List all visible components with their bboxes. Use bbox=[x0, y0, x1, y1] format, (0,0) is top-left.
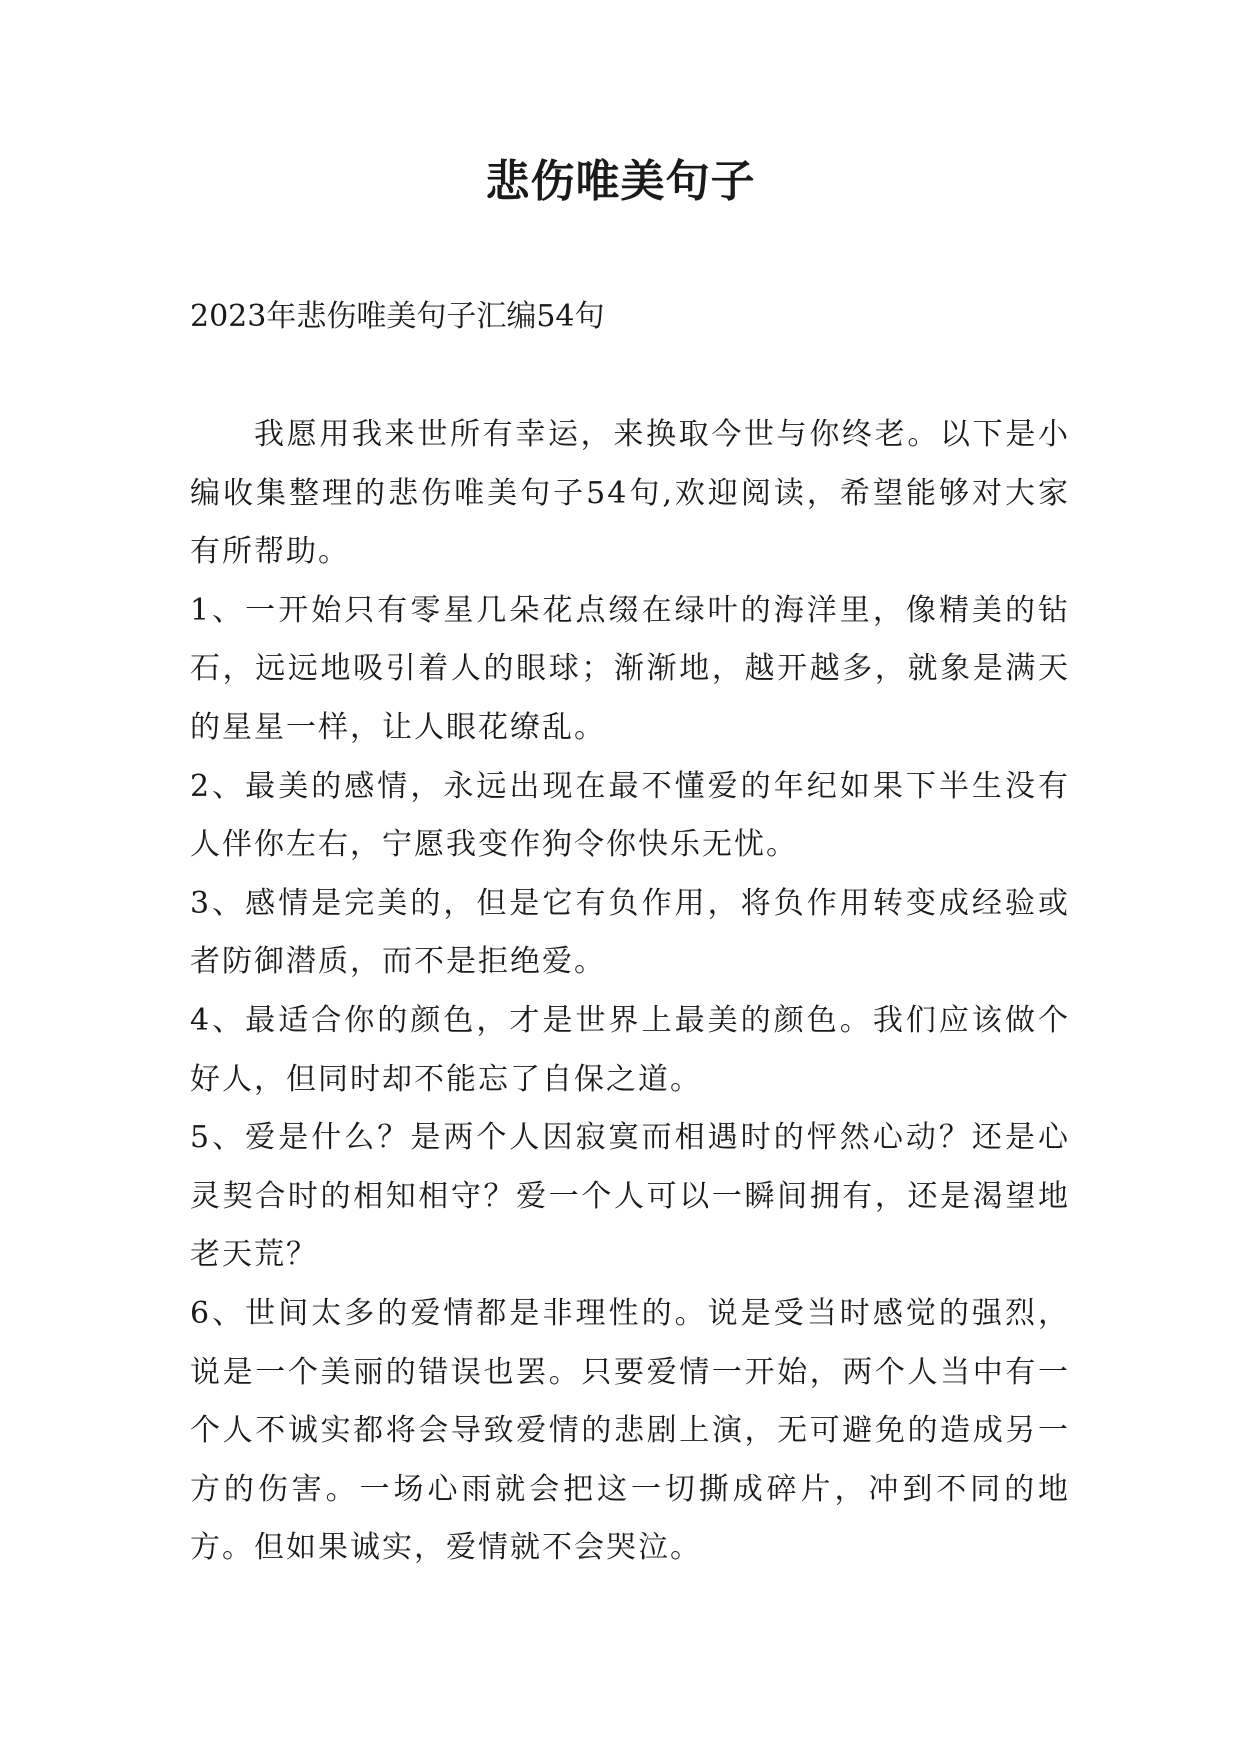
list-item: 3、感情是完美的，但是它有负作用，将负作用转变成经验或者防御潜质，而不是拒绝爱。 bbox=[190, 885, 1070, 980]
list-item: 5、爱是什么？是两个人因寂寞而相遇时的怦然心动？还是心灵契合时的相知相守？爱一个人可以一瞬间拥有，还是渴望地老天荒？ bbox=[190, 1120, 1070, 1273]
document-body bbox=[190, 406, 1070, 1578]
document-title: 悲伤唯美句子 bbox=[485, 156, 756, 207]
list-item: 1、一开始只有零星几朵花点缀在绿叶的海洋里，像精美的钻石，远远地吸引着人的眼球；渐渐地，越开越多，就象是满天的星星一样，让人眼花缭乱。 bbox=[190, 592, 1070, 745]
list-item: 2、最美的感情，永远出现在最不懂爱的年纪如果下半生没有人伴你左右，宁愿我变作狗令你快乐无忧。 bbox=[190, 768, 1070, 863]
intro-paragraph: 我愿用我来世所有幸运，来换取今世与你终老。以下是小编收集整理的悲伤唯美句子54句,欢迎阅读，希望能够对大家有所帮助。 bbox=[190, 417, 1070, 570]
document-subtitle: 2023年悲伤唯美句子汇编54句 bbox=[190, 299, 605, 334]
list-item: 4、最适合你的颜色，才是世界上最美的颜色。我们应该做个好人，但同时却不能忘了自保之道。 bbox=[190, 1002, 1070, 1097]
list-item: 6、世间太多的爱情都是非理性的。说是受当时感觉的强烈，说是一个美丽的错误也罢。只要爱情一开始，两个人当中有一个人不诚实都将会导致爱情的悲剧上演，无可避免的造成另一方的伤害。一场心雨就会把这一切撕成碎片，冲到不同的地方。但如果诚实，爱情就不会哭泣。 bbox=[190, 1295, 1070, 1566]
